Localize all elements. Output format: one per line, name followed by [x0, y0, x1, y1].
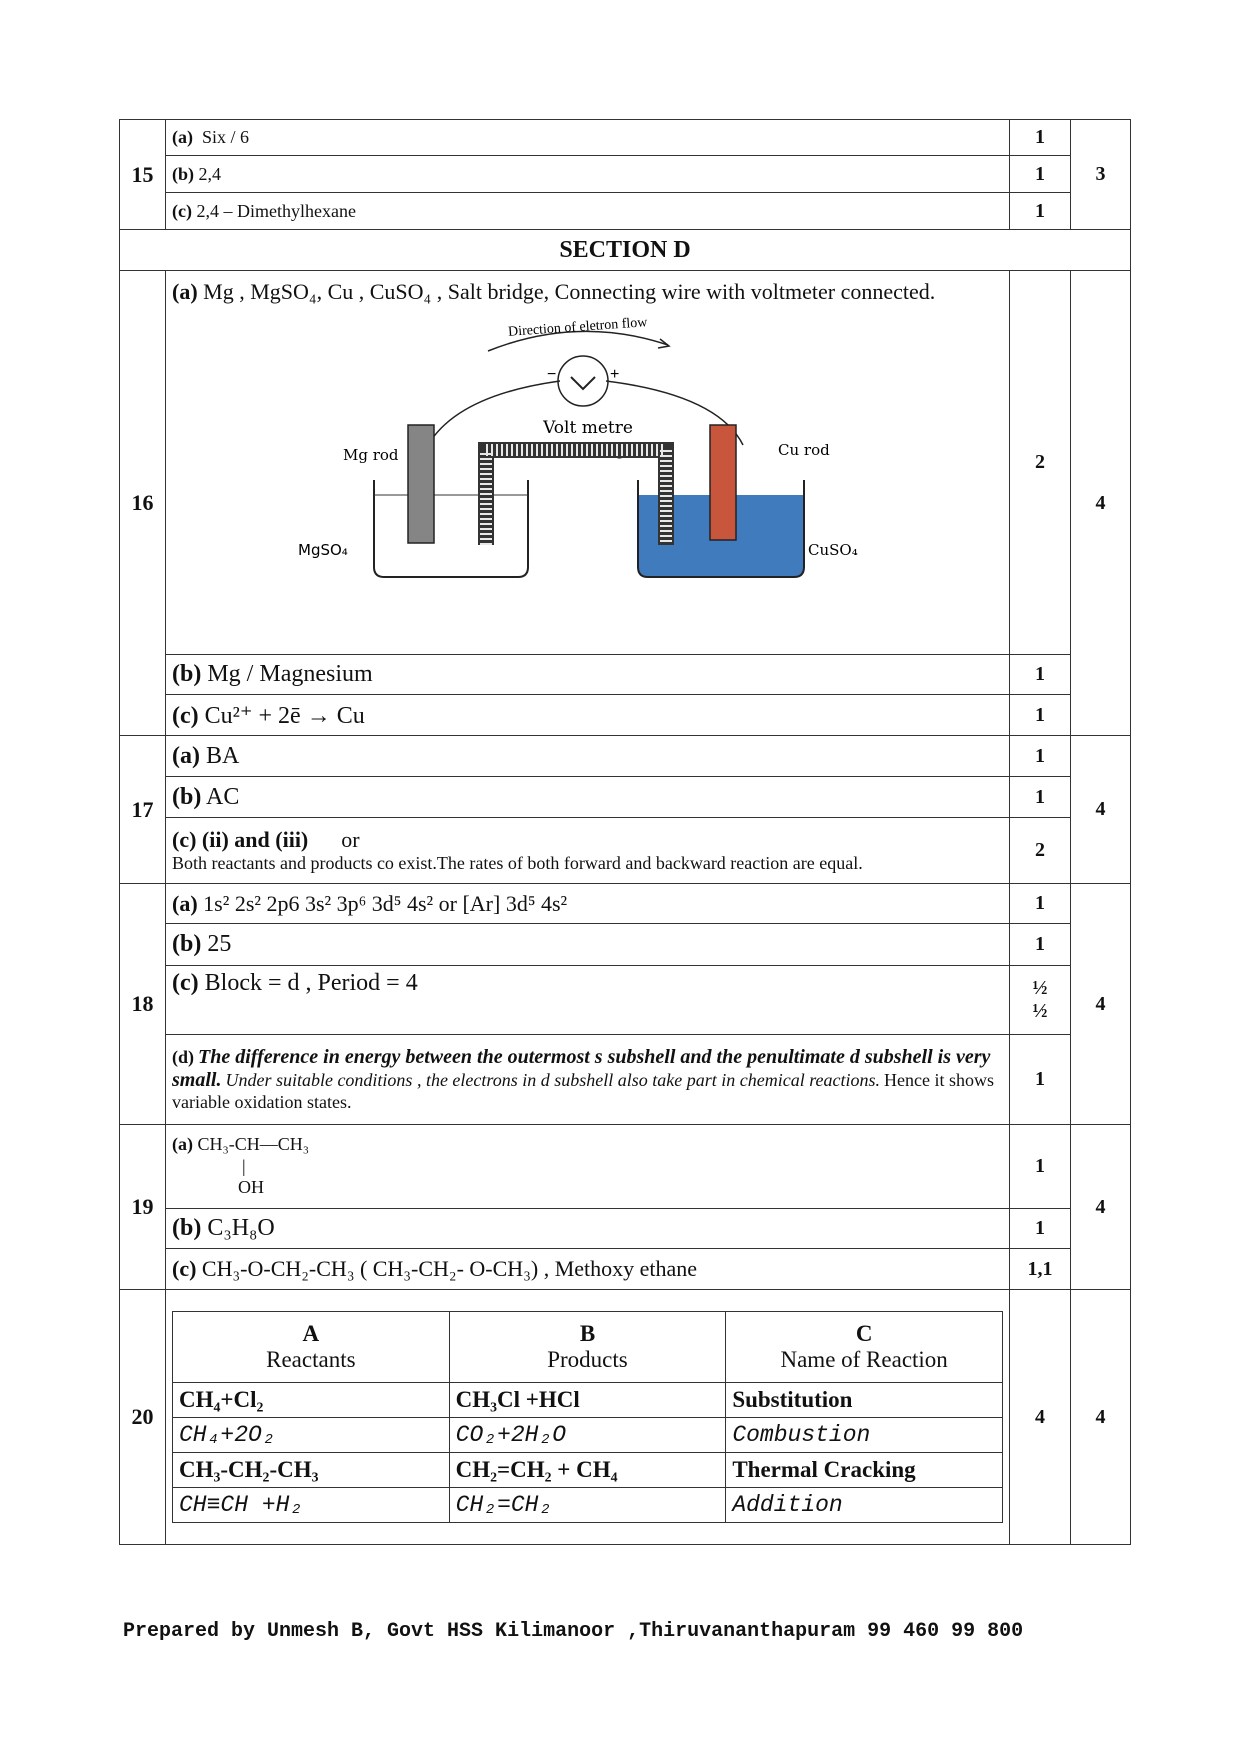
total-mark: 4: [1071, 1125, 1131, 1290]
mark: 1: [1010, 655, 1071, 695]
mg-rod: [408, 425, 434, 543]
mark: ½ ½: [1010, 966, 1071, 1035]
mark: 1: [1010, 1209, 1071, 1249]
table-row: CH₃-CH₂-CH₃ CH₂=CH₂ + CH₄ Thermal Cracking: [173, 1453, 1003, 1488]
table-row: CH≡CH +H₂ CH₂=CH₂ Addition: [173, 1488, 1003, 1523]
footer-credit: Prepared by Unmesh B, Govt HSS Kilimanoor ,Thiruvananthapuram 99 460 99 800: [123, 1620, 1024, 1643]
answer-a: (a) Six / 6: [166, 120, 1010, 156]
answer-c: (c) 2,4 – Dimethylhexane: [166, 193, 1010, 230]
svg-text:Cu rod: Cu rod: [777, 441, 830, 459]
answer-c: (c) Cu²⁺ + 2ē → Cu: [166, 695, 1010, 736]
question-number: 16: [120, 271, 166, 736]
mark: 1: [1010, 193, 1071, 230]
answer-b: (b) Mg / Magnesium: [166, 655, 1010, 695]
svg-text:+: +: [609, 366, 619, 383]
column-header: C Name of Reaction: [726, 1312, 1003, 1383]
total-mark: 4: [1071, 1290, 1131, 1545]
question-number: 17: [120, 736, 166, 884]
answer-key-table: [119, 119, 1131, 1545]
answer-b: (b) AC: [166, 777, 1010, 818]
answer-d: (d) The difference in energy between the outermost s subshell and the penultimate d subshell is very small. Under suitable conditions , the electrons in d subshell also take part in chemical reactions. Hence it shows variable oxidation states.: [166, 1035, 1010, 1125]
mark: 1: [1010, 695, 1071, 736]
wire-left: [428, 381, 560, 445]
answer-c: (c) CH₃-O-CH₂-CH₃ ( CH₃-CH₂- O-CH₃) , Methoxy ethane: [166, 1249, 1010, 1290]
cu-rod: [710, 425, 736, 540]
mark: 1: [1010, 924, 1071, 966]
answer-c: (c) Block = d , Period = 4: [166, 966, 1010, 1035]
electrochemical-cell-diagram: [288, 315, 888, 615]
svg-text:Mg rod: Mg rod: [342, 446, 399, 464]
mark: 1: [1010, 156, 1071, 193]
mark: 1: [1010, 120, 1071, 156]
mark: 1: [1010, 1035, 1071, 1125]
mark: 1: [1010, 1125, 1071, 1209]
answer-a: (a) Mg , MgSO₄, Cu , CuSO₄ , Salt bridge, Connecting wire with voltmeter connected. Direction of eletron flow − + Volt metre Salt bridge Mg rod Cu rod MgSO₄ CuSO₄: [166, 271, 1010, 655]
svg-text:−: −: [546, 366, 556, 383]
total-mark: 4: [1071, 884, 1131, 1125]
voltmeter-icon: [558, 356, 608, 406]
total-mark: 4: [1071, 271, 1131, 736]
total-mark: 4: [1071, 736, 1131, 884]
reaction-table-cell: [166, 1290, 1010, 1545]
column-header: A Reactants: [173, 1312, 450, 1383]
column-header: B Products: [449, 1312, 726, 1383]
mark: 2: [1010, 818, 1071, 884]
answer-a: (a) BA: [166, 736, 1010, 777]
answer-b: (b) 25: [166, 924, 1010, 966]
table-row: CH₄+2O₂ CO₂+2H₂O Combustion: [173, 1418, 1003, 1453]
mark: 1: [1010, 884, 1071, 924]
mark: 1: [1010, 736, 1071, 777]
mark: 1: [1010, 777, 1071, 818]
mark: 4: [1010, 1290, 1071, 1545]
section-heading: SECTION D: [120, 230, 1131, 271]
answer-b: (b) 2,4: [166, 156, 1010, 193]
question-number: 18: [120, 884, 166, 1125]
svg-text:CuSO₄: CuSO₄: [807, 541, 858, 559]
answer-b: (b) C₃H₈O: [166, 1209, 1010, 1249]
answer-a: (a) CH₃-CH—CH₃ | OH: [166, 1125, 1010, 1209]
answer-c: (c) (ii) and (iii) or Both reactants and products co exist.The rates of both forward and backward reaction are equal.: [166, 818, 1010, 884]
mark: 1,1: [1010, 1249, 1071, 1290]
svg-text:Salt bridge: Salt bridge: [539, 440, 636, 460]
question-number: 20: [120, 1290, 166, 1545]
svg-text:Volt metre: Volt metre: [542, 418, 633, 438]
mark: 2: [1010, 271, 1071, 655]
reaction-table: [172, 1311, 1003, 1523]
svg-text:MgSO₄: MgSO₄: [297, 541, 348, 559]
question-number: 19: [120, 1125, 166, 1290]
question-number: 15: [120, 120, 166, 230]
table-row: CH₄+Cl₂ CH₃Cl +HCl Substitution: [173, 1383, 1003, 1418]
total-mark: 3: [1071, 120, 1131, 230]
answer-a: (a) 1s² 2s² 2p6 3s² 3p⁶ 3d⁵ 4s² or [Ar] 3d⁵ 4s²: [166, 884, 1010, 924]
flow-label: Direction of eletron flow: [507, 315, 648, 340]
